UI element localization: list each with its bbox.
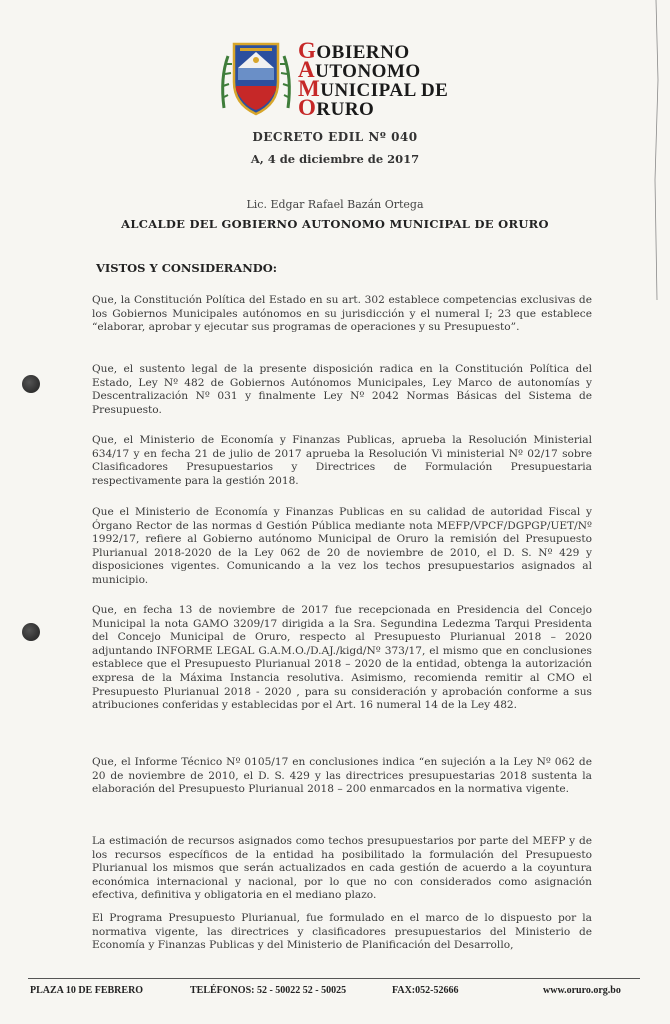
punch-hole-bottom — [22, 623, 40, 641]
paragraph-plurianual-program: El Programa Presupuesto Plurianual, fue formulado en el marco de lo dispuesto por la normativa vigente, las directrices y clasificadores presupuestarios del Ministerio de Economía y Finanzas Publicas y del Ministerio de Planificación del Desarrollo, — [92, 912, 592, 952]
paragraph-resource-estimation: La estimación de recursos asignados como techos presupuestarios por parte del MEFP y de los recursos específicos de la entidad ha posibilitado la formulación del Presupuesto Plurianual los mismos que serán actualizados en cada gestión de acuerdo a la coyuntura económica internacional y nacional, por lo que no con considerados como asignación efectiva, definitiva y obligatoria en el mediano plazo. — [92, 835, 592, 902]
paragraph-ministry-resolution: Que, el Ministerio de Economía y Finanzas Publicas, aprueba la Resolución Ministerial 634/17 y en fecha 21 de julio de 2017 aprueba la Resolución Vi ministerial Nº 02/17 sobre Clasificadores Presupuestarios y Directrices de Formulación Presupuestaria respectivamente para la gestión 2018. — [92, 434, 592, 487]
decree-date: A, 4 de diciembre de 2017 — [250, 152, 420, 166]
punch-hole-top — [22, 375, 40, 393]
section-heading: VISTOS Y CONSIDERANDO: — [96, 261, 278, 275]
footer-divider — [28, 978, 640, 979]
footer-fax: FAX:052-52666 — [392, 985, 459, 996]
logo-line-4: ORURO — [298, 95, 375, 120]
paragraph-ministry-note: Que el Ministerio de Economía y Finanzas Publicas en su calidad de autoridad Fiscal y Órgano Rector de las normas d Gestión Pública mediante nota MEFP/VPCF/DGPGP/UET/Nº 1992/17, refiere al Gobierno autónomo Municipal de Oruro la remisión del Presupuesto Plurianual 2018-2020 de la Ley 062 de 20 de noviembre de 2010, el D. S. Nº 429 y disposiciones vigentes. Comunicando a la vez los techos presupuestarios asignados al municipio. — [92, 506, 592, 586]
paragraph-constitution: Que, la Constitución Política del Estado en su art. 302 establece competencias exclusivas de los Gobiernos Municipales autónomos en su jurisdicción y el numeral I; 23 que establece “elaborar, aprobar y ejecutar sus programas de operaciones y su Presupuesto”. — [92, 294, 592, 334]
decree-title: DECRETO EDIL Nº 040 — [252, 130, 418, 144]
logo-line-1: GOBIERNO — [298, 38, 410, 63]
footer-website: www.oruro.org.bo — [543, 985, 621, 996]
mayor-title: ALCALDE DEL GOBIERNO AUTONOMO MUNICIPAL DE ORURO — [121, 217, 549, 231]
mayor-name: Lic. Edgar Rafael Bazán Ortega — [246, 198, 424, 211]
municipal-logo-wordmark — [298, 38, 498, 120]
logo-line-3: MUNICIPAL DE — [298, 76, 449, 101]
logo-line-2: AUTONOMO — [298, 57, 421, 82]
footer-address: PLAZA 10 DE FEBRERO — [30, 985, 144, 996]
paragraph-technical-report: Que, el Informe Técnico Nº 0105/17 en conclusiones indica “en sujeción a la Ley Nº 062 de 20 de noviembre de 2010, el D. S. 429 y las directrices presupuestarias 2018 sustenta la elaboración del Presupuesto Plurianual 2018 – 200 enmarcados en la normativa vigente. — [92, 756, 592, 796]
paragraph-council-note: Que, en fecha 13 de noviembre de 2017 fue recepcionada en Presidencia del Concejo Municipal la nota GAMO 3209/17 dirigida a la Sra. Segundina Ledezma Tarqui Presidenta del Concejo Municipal de Oruro, respecto al Presupuesto Plurianual 2018 – 2020 adjuntando INFORME LEGAL G.A.M.O./D.AJ./kigd/Nº 373/17, el mismo que en conclusiones establece que el Presupuesto Plurianual 2018 – 2020 de la entidad, obtenga la autorización expresa de la Máxima Instancia resolutiva. Asimismo, recomienda remitir al CMO el Presupuesto Plurianual 2018 - 2020 , para su consideración y aprobación conforme a sus atribuciones conferidas y establecidas por el Art. 16 numeral 14 de la Ley 482. — [92, 604, 592, 712]
paragraph-legal-basis: Que, el sustento legal de la presente disposición radica en la Constitución Política del Estado, Ley Nº 482 de Gobiernos Autónomos Municipales, Ley Marco de autonomías y Descentralización Nº 031 y finalmente Ley Nº 2042 Normas Básicas del Sistema de Presupuesto. — [92, 363, 592, 416]
margin-scribble-icon — [646, 0, 666, 1024]
footer-phones: TELÉFONOS: 52 - 50022 52 - 50025 — [190, 985, 347, 996]
municipal-seal-icon — [218, 38, 294, 120]
